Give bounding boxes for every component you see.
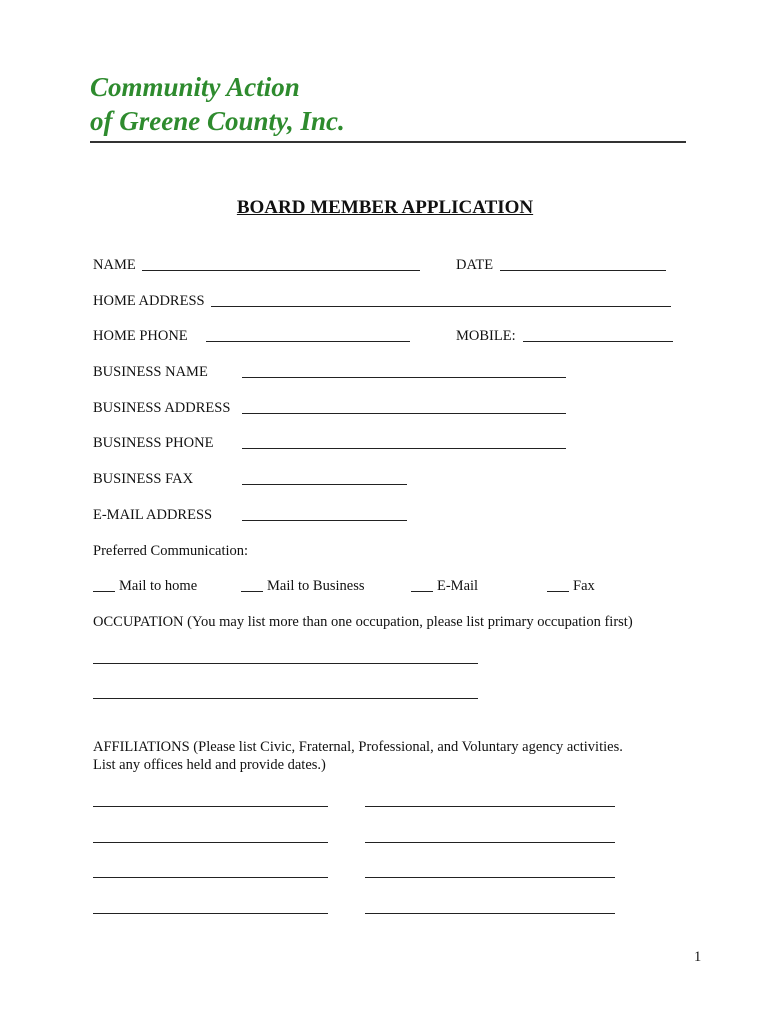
date-field[interactable] (500, 270, 666, 271)
business-phone-field[interactable] (242, 448, 566, 449)
name-field[interactable] (142, 270, 420, 271)
affiliation-field-4-left[interactable] (93, 913, 328, 914)
mail-home-checkbox[interactable] (93, 591, 115, 592)
affiliation-field-2-right[interactable] (365, 842, 615, 843)
business-fax-field[interactable] (242, 484, 407, 485)
occupation-label: OCCUPATION (You may list more than one occupation, please list primary occupation first) (93, 614, 633, 630)
email-option-label: E-Mail (437, 578, 479, 594)
email-checkbox[interactable] (411, 591, 433, 592)
business-name-label: BUSINESS NAME (93, 364, 208, 380)
email-label: E-MAIL ADDRESS (93, 507, 213, 523)
affiliations-label-line2: List any offices held and provide dates.) (93, 757, 326, 773)
date-label: DATE (456, 257, 494, 273)
org-name-line2: of Greene County, Inc. (90, 106, 345, 136)
affiliation-field-2-left[interactable] (93, 842, 328, 843)
affiliation-field-4-right[interactable] (365, 913, 615, 914)
home-phone-label: HOME PHONE (93, 328, 188, 344)
header-rule (90, 141, 686, 143)
mobile-field[interactable] (523, 341, 673, 342)
business-address-label: BUSINESS ADDRESS (93, 400, 231, 416)
business-address-field[interactable] (242, 413, 566, 414)
fax-checkbox[interactable] (547, 591, 569, 592)
occupation-field-2[interactable] (93, 698, 478, 699)
affiliation-field-1-left[interactable] (93, 806, 328, 807)
occupation-field-1[interactable] (93, 663, 478, 664)
business-name-field[interactable] (242, 377, 566, 378)
email-field[interactable] (242, 520, 407, 521)
affiliation-field-3-left[interactable] (93, 877, 328, 878)
mobile-label: MOBILE: (456, 328, 516, 344)
name-label: NAME (93, 257, 136, 273)
preferred-communication-label: Preferred Communication: (93, 543, 249, 559)
mail-business-option-label: Mail to Business (267, 578, 365, 594)
home-address-label: HOME ADDRESS (93, 293, 205, 309)
mail-home-option-label: Mail to home (119, 578, 198, 594)
org-name-line1: Community Action (90, 72, 300, 102)
mail-business-checkbox[interactable] (241, 591, 263, 592)
form-title: BOARD MEMBER APPLICATION (236, 197, 534, 218)
affiliation-field-1-right[interactable] (365, 806, 615, 807)
page-number: 1 (694, 949, 702, 965)
business-phone-label: BUSINESS PHONE (93, 435, 214, 451)
business-fax-label: BUSINESS FAX (93, 471, 194, 487)
home-phone-field[interactable] (206, 341, 410, 342)
affiliations-label-line1: AFFILIATIONS (Please list Civic, Fraternal, Professional, and Voluntary agency activities. (93, 739, 623, 755)
fax-option-label: Fax (573, 578, 595, 594)
affiliation-field-3-right[interactable] (365, 877, 615, 878)
home-address-field[interactable] (211, 306, 671, 307)
